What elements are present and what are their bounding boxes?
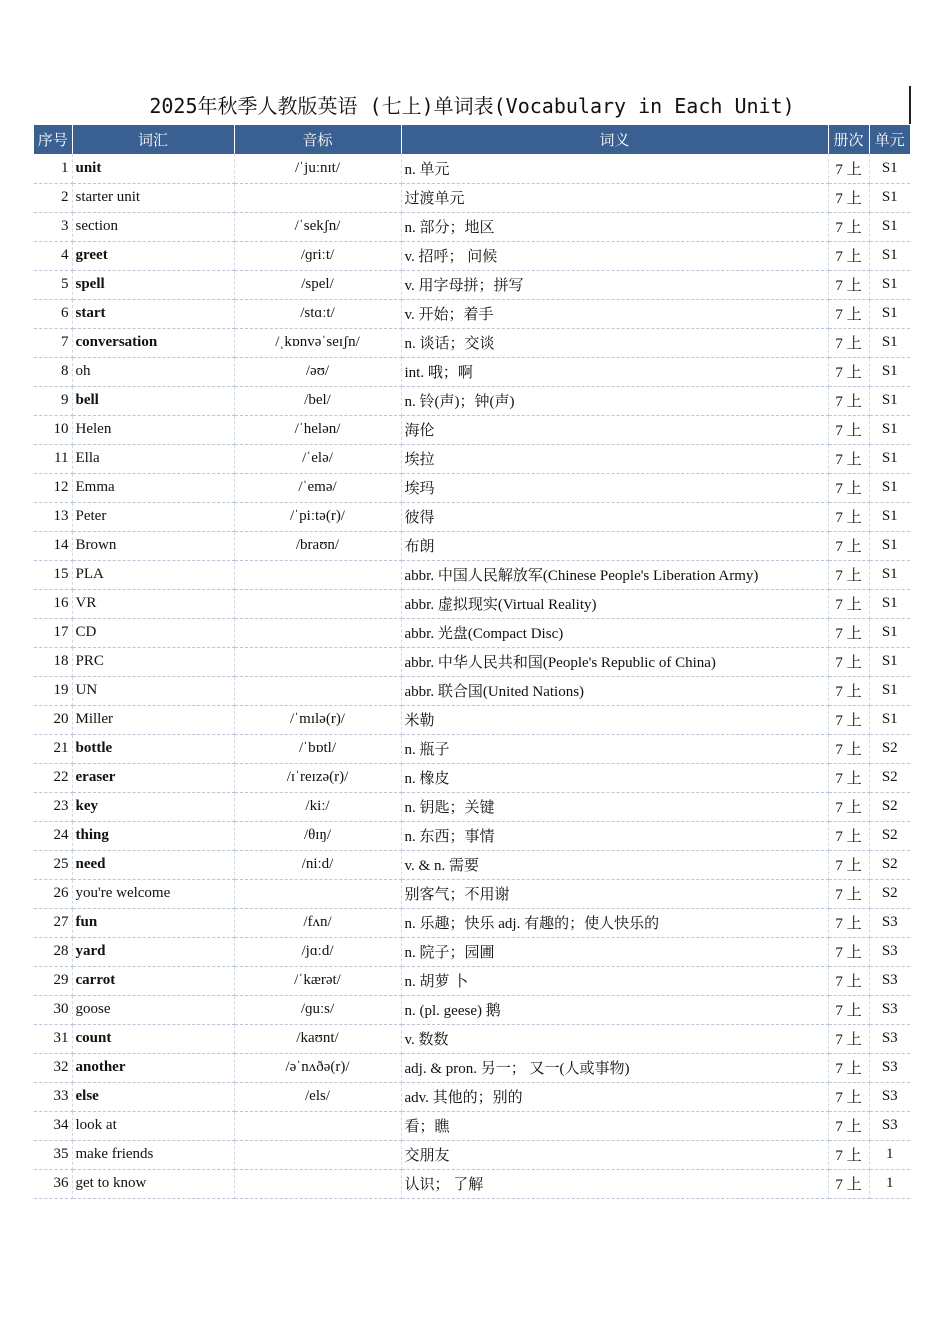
row-unit: S2 xyxy=(869,734,910,763)
table-row xyxy=(34,879,910,908)
row-volume: 7 上 xyxy=(828,676,869,705)
row-volume: 7 上 xyxy=(828,183,869,212)
row-meaning: adv. 其他的；别的 xyxy=(401,1082,828,1111)
table-row xyxy=(34,444,910,473)
title-divider xyxy=(909,86,911,124)
row-volume: 7 上 xyxy=(828,328,869,357)
row-phonetic: /ɪˈreɪzə(r)/ xyxy=(234,763,401,792)
row-unit: S1 xyxy=(869,299,910,328)
row-volume: 7 上 xyxy=(828,241,869,270)
row-meaning: abbr. 中华人民共和国(People's Republic of China) xyxy=(401,647,828,676)
row-volume: 7 上 xyxy=(828,1169,869,1198)
row-phonetic: /jɑːd/ xyxy=(234,937,401,966)
table-row xyxy=(34,734,910,763)
row-unit: S2 xyxy=(869,792,910,821)
row-unit: S1 xyxy=(869,241,910,270)
table-row xyxy=(34,502,910,531)
row-word: get to know xyxy=(72,1169,234,1198)
table-row xyxy=(34,1140,910,1169)
row-index: 11 xyxy=(34,444,72,473)
row-word: Miller xyxy=(72,705,234,734)
row-phonetic: /ˈelə/ xyxy=(234,444,401,473)
header-index: 序号 xyxy=(34,125,72,154)
row-volume: 7 上 xyxy=(828,879,869,908)
table-row xyxy=(34,589,910,618)
row-phonetic: /braʊn/ xyxy=(234,531,401,560)
row-volume: 7 上 xyxy=(828,270,869,299)
row-volume: 7 上 xyxy=(828,908,869,937)
row-index: 6 xyxy=(34,299,72,328)
row-meaning: n. 乐趣；快乐 adj. 有趣的；使人快乐的 xyxy=(401,908,828,937)
row-phonetic: /niːd/ xyxy=(234,850,401,879)
row-volume: 7 上 xyxy=(828,647,869,676)
row-unit: S3 xyxy=(869,1082,910,1111)
table-row xyxy=(34,647,910,676)
table-header-row xyxy=(34,125,910,154)
row-unit: S1 xyxy=(869,183,910,212)
row-phonetic: /spel/ xyxy=(234,270,401,299)
row-index: 15 xyxy=(34,560,72,589)
row-unit: S1 xyxy=(869,328,910,357)
table-row xyxy=(34,995,910,1024)
row-unit: S1 xyxy=(869,357,910,386)
row-meaning: n. (pl. geese) 鹅 xyxy=(401,995,828,1024)
row-word: VR xyxy=(72,589,234,618)
table-row xyxy=(34,154,910,183)
row-volume: 7 上 xyxy=(828,212,869,241)
row-word: greet xyxy=(72,241,234,270)
row-phonetic xyxy=(234,879,401,908)
row-unit: S3 xyxy=(869,995,910,1024)
row-index: 17 xyxy=(34,618,72,647)
row-unit: S1 xyxy=(869,589,910,618)
table-row xyxy=(34,241,910,270)
row-word: conversation xyxy=(72,328,234,357)
table-row xyxy=(34,473,910,502)
row-word: start xyxy=(72,299,234,328)
row-meaning: n. 铃(声)；钟(声) xyxy=(401,386,828,415)
row-phonetic: /kiː/ xyxy=(234,792,401,821)
row-phonetic xyxy=(234,1111,401,1140)
table-row xyxy=(34,299,910,328)
table-row xyxy=(34,531,910,560)
table-row xyxy=(34,386,910,415)
row-unit: S1 xyxy=(869,531,910,560)
row-index: 13 xyxy=(34,502,72,531)
row-meaning: abbr. 光盘(Compact Disc) xyxy=(401,618,828,647)
row-index: 9 xyxy=(34,386,72,415)
row-index: 26 xyxy=(34,879,72,908)
row-word: another xyxy=(72,1053,234,1082)
row-phonetic: /ɡriːt/ xyxy=(234,241,401,270)
row-meaning: 交朋友 xyxy=(401,1140,828,1169)
row-meaning: 看；瞧 xyxy=(401,1111,828,1140)
table-row xyxy=(34,676,910,705)
row-phonetic xyxy=(234,183,401,212)
row-index: 33 xyxy=(34,1082,72,1111)
row-unit: 1 xyxy=(869,1140,910,1169)
row-volume: 7 上 xyxy=(828,415,869,444)
row-volume: 7 上 xyxy=(828,1140,869,1169)
row-index: 35 xyxy=(34,1140,72,1169)
row-phonetic: /ˈpiːtə(r)/ xyxy=(234,502,401,531)
row-word: oh xyxy=(72,357,234,386)
row-index: 29 xyxy=(34,966,72,995)
table-row xyxy=(34,821,910,850)
row-word: fun xyxy=(72,908,234,937)
row-volume: 7 上 xyxy=(828,1053,869,1082)
row-unit: S1 xyxy=(869,415,910,444)
header-volume: 册次 xyxy=(828,125,869,154)
row-index: 34 xyxy=(34,1111,72,1140)
row-phonetic: /ˈjuːnɪt/ xyxy=(234,154,401,183)
row-index: 2 xyxy=(34,183,72,212)
row-unit: S1 xyxy=(869,618,910,647)
row-phonetic: /ˈmɪlə(r)/ xyxy=(234,705,401,734)
row-index: 30 xyxy=(34,995,72,1024)
row-word: key xyxy=(72,792,234,821)
row-volume: 7 上 xyxy=(828,937,869,966)
table-row xyxy=(34,183,910,212)
row-meaning: abbr. 联合国(United Nations) xyxy=(401,676,828,705)
row-phonetic: /ˈkærət/ xyxy=(234,966,401,995)
row-meaning: n. 谈话；交谈 xyxy=(401,328,828,357)
row-word: carrot xyxy=(72,966,234,995)
row-index: 28 xyxy=(34,937,72,966)
row-meaning: 过渡单元 xyxy=(401,183,828,212)
row-index: 8 xyxy=(34,357,72,386)
table-row xyxy=(34,357,910,386)
row-meaning: int. 哦；啊 xyxy=(401,357,828,386)
row-meaning: n. 院子；园圃 xyxy=(401,937,828,966)
row-volume: 7 上 xyxy=(828,299,869,328)
row-phonetic: /kaʊnt/ xyxy=(234,1024,401,1053)
row-meaning: v. 招呼； 问候 xyxy=(401,241,828,270)
row-index: 18 xyxy=(34,647,72,676)
row-word: Peter xyxy=(72,502,234,531)
table-row xyxy=(34,850,910,879)
row-index: 5 xyxy=(34,270,72,299)
row-word: section xyxy=(72,212,234,241)
row-word: Emma xyxy=(72,473,234,502)
row-volume: 7 上 xyxy=(828,560,869,589)
row-volume: 7 上 xyxy=(828,386,869,415)
row-unit: S1 xyxy=(869,270,910,299)
row-word: bottle xyxy=(72,734,234,763)
table-row xyxy=(34,908,910,937)
row-word: unit xyxy=(72,154,234,183)
row-word: eraser xyxy=(72,763,234,792)
row-unit: S2 xyxy=(869,821,910,850)
row-index: 10 xyxy=(34,415,72,444)
row-meaning: v. 开始；着手 xyxy=(401,299,828,328)
row-volume: 7 上 xyxy=(828,1024,869,1053)
row-meaning: v. 用字母拼；拼写 xyxy=(401,270,828,299)
row-unit: S1 xyxy=(869,386,910,415)
row-word: thing xyxy=(72,821,234,850)
table-row xyxy=(34,1169,910,1198)
row-unit: S3 xyxy=(869,1024,910,1053)
row-unit: S3 xyxy=(869,1111,910,1140)
row-phonetic: /els/ xyxy=(234,1082,401,1111)
table-row xyxy=(34,415,910,444)
row-index: 31 xyxy=(34,1024,72,1053)
table-row xyxy=(34,1111,910,1140)
row-meaning: n. 橡皮 xyxy=(401,763,828,792)
row-volume: 7 上 xyxy=(828,792,869,821)
row-meaning: 彼得 xyxy=(401,502,828,531)
table-row xyxy=(34,937,910,966)
row-unit: S2 xyxy=(869,879,910,908)
row-meaning: 海伦 xyxy=(401,415,828,444)
row-word: PLA xyxy=(72,560,234,589)
row-unit: S1 xyxy=(869,502,910,531)
row-volume: 7 上 xyxy=(828,850,869,879)
row-index: 3 xyxy=(34,212,72,241)
row-word: Helen xyxy=(72,415,234,444)
row-index: 24 xyxy=(34,821,72,850)
header-phonetic: 音标 xyxy=(234,125,401,154)
row-word: Ella xyxy=(72,444,234,473)
row-phonetic xyxy=(234,589,401,618)
row-volume: 7 上 xyxy=(828,531,869,560)
row-index: 32 xyxy=(34,1053,72,1082)
row-word: else xyxy=(72,1082,234,1111)
row-phonetic: /ˈemə/ xyxy=(234,473,401,502)
row-phonetic: /stɑːt/ xyxy=(234,299,401,328)
row-meaning: n. 胡萝 卜 xyxy=(401,966,828,995)
row-meaning: v. & n. 需要 xyxy=(401,850,828,879)
row-phonetic: /θɪŋ/ xyxy=(234,821,401,850)
row-phonetic xyxy=(234,560,401,589)
row-word: Brown xyxy=(72,531,234,560)
row-phonetic xyxy=(234,618,401,647)
row-unit: S3 xyxy=(869,966,910,995)
row-unit: S2 xyxy=(869,850,910,879)
row-index: 16 xyxy=(34,589,72,618)
row-index: 20 xyxy=(34,705,72,734)
row-index: 14 xyxy=(34,531,72,560)
row-meaning: 别客气；不用谢 xyxy=(401,879,828,908)
row-index: 27 xyxy=(34,908,72,937)
row-meaning: n. 单元 xyxy=(401,154,828,183)
row-meaning: 埃玛 xyxy=(401,473,828,502)
row-volume: 7 上 xyxy=(828,995,869,1024)
row-unit: S1 xyxy=(869,647,910,676)
table-row xyxy=(34,705,910,734)
table-body xyxy=(34,154,910,1198)
row-volume: 7 上 xyxy=(828,705,869,734)
row-word: starter unit xyxy=(72,183,234,212)
row-volume: 7 上 xyxy=(828,1111,869,1140)
row-meaning: 认识； 了解 xyxy=(401,1169,828,1198)
table-row xyxy=(34,1082,910,1111)
table-row xyxy=(34,270,910,299)
header-meaning: 词义 xyxy=(401,125,828,154)
row-index: 12 xyxy=(34,473,72,502)
row-phonetic: /bel/ xyxy=(234,386,401,415)
row-volume: 7 上 xyxy=(828,502,869,531)
row-word: goose xyxy=(72,995,234,1024)
table-row xyxy=(34,763,910,792)
row-volume: 7 上 xyxy=(828,444,869,473)
row-meaning: 布朗 xyxy=(401,531,828,560)
row-word: CD xyxy=(72,618,234,647)
row-phonetic: /ˈhelən/ xyxy=(234,415,401,444)
row-word: you're welcome xyxy=(72,879,234,908)
header-unit: 单元 xyxy=(869,125,910,154)
row-unit: S1 xyxy=(869,212,910,241)
row-unit: 1 xyxy=(869,1169,910,1198)
row-meaning: v. 数数 xyxy=(401,1024,828,1053)
table-row xyxy=(34,1053,910,1082)
row-index: 21 xyxy=(34,734,72,763)
row-unit: S3 xyxy=(869,937,910,966)
table-row xyxy=(34,212,910,241)
row-word: spell xyxy=(72,270,234,299)
row-phonetic: /ˌkɒnvəˈseɪʃn/ xyxy=(234,328,401,357)
row-index: 4 xyxy=(34,241,72,270)
row-index: 23 xyxy=(34,792,72,821)
row-volume: 7 上 xyxy=(828,589,869,618)
table-row xyxy=(34,328,910,357)
row-word: UN xyxy=(72,676,234,705)
row-volume: 7 上 xyxy=(828,357,869,386)
table-row xyxy=(34,966,910,995)
row-volume: 7 上 xyxy=(828,473,869,502)
row-volume: 7 上 xyxy=(828,154,869,183)
row-phonetic xyxy=(234,647,401,676)
row-meaning: abbr. 虚拟现实(Virtual Reality) xyxy=(401,589,828,618)
row-unit: S3 xyxy=(869,1053,910,1082)
row-volume: 7 上 xyxy=(828,821,869,850)
row-word: need xyxy=(72,850,234,879)
row-index: 1 xyxy=(34,154,72,183)
table-row xyxy=(34,1024,910,1053)
row-meaning: 米勒 xyxy=(401,705,828,734)
row-meaning: 埃拉 xyxy=(401,444,828,473)
table-row xyxy=(34,792,910,821)
page-title: 2025年秋季人教版英语 (七上)单词表(Vocabulary in Each Unit) xyxy=(149,94,795,118)
row-index: 25 xyxy=(34,850,72,879)
row-unit: S1 xyxy=(869,705,910,734)
row-meaning: adj. & pron. 另一； 又一(人或事物) xyxy=(401,1053,828,1082)
row-index: 19 xyxy=(34,676,72,705)
row-phonetic: /fʌn/ xyxy=(234,908,401,937)
table-row xyxy=(34,560,910,589)
row-unit: S1 xyxy=(869,560,910,589)
row-index: 36 xyxy=(34,1169,72,1198)
row-meaning: n. 瓶子 xyxy=(401,734,828,763)
row-index: 7 xyxy=(34,328,72,357)
row-volume: 7 上 xyxy=(828,966,869,995)
row-meaning: n. 部分；地区 xyxy=(401,212,828,241)
row-phonetic xyxy=(234,1169,401,1198)
header-word: 词汇 xyxy=(72,125,234,154)
row-volume: 7 上 xyxy=(828,1082,869,1111)
row-word: count xyxy=(72,1024,234,1053)
row-meaning: n. 钥匙；关键 xyxy=(401,792,828,821)
row-volume: 7 上 xyxy=(828,763,869,792)
row-word: yard xyxy=(72,937,234,966)
row-unit: S1 xyxy=(869,676,910,705)
row-word: PRC xyxy=(72,647,234,676)
row-unit: S2 xyxy=(869,763,910,792)
row-unit: S1 xyxy=(869,154,910,183)
row-unit: S1 xyxy=(869,473,910,502)
row-phonetic: /ˈbɒtl/ xyxy=(234,734,401,763)
row-phonetic xyxy=(234,1140,401,1169)
row-unit: S3 xyxy=(869,908,910,937)
row-word: bell xyxy=(72,386,234,415)
row-phonetic: /əˈnʌðə(r)/ xyxy=(234,1053,401,1082)
row-volume: 7 上 xyxy=(828,618,869,647)
row-volume: 7 上 xyxy=(828,734,869,763)
row-index: 22 xyxy=(34,763,72,792)
row-phonetic xyxy=(234,676,401,705)
row-meaning: abbr. 中国人民解放军(Chinese People's Liberation Army) xyxy=(401,560,828,589)
row-phonetic: /ɡuːs/ xyxy=(234,995,401,1024)
row-word: make friends xyxy=(72,1140,234,1169)
row-word: look at xyxy=(72,1111,234,1140)
row-phonetic: /ˈsekʃn/ xyxy=(234,212,401,241)
table-row xyxy=(34,618,910,647)
row-meaning: n. 东西；事情 xyxy=(401,821,828,850)
vocabulary-table xyxy=(34,125,910,1199)
row-phonetic: /əʊ/ xyxy=(234,357,401,386)
row-unit: S1 xyxy=(869,444,910,473)
